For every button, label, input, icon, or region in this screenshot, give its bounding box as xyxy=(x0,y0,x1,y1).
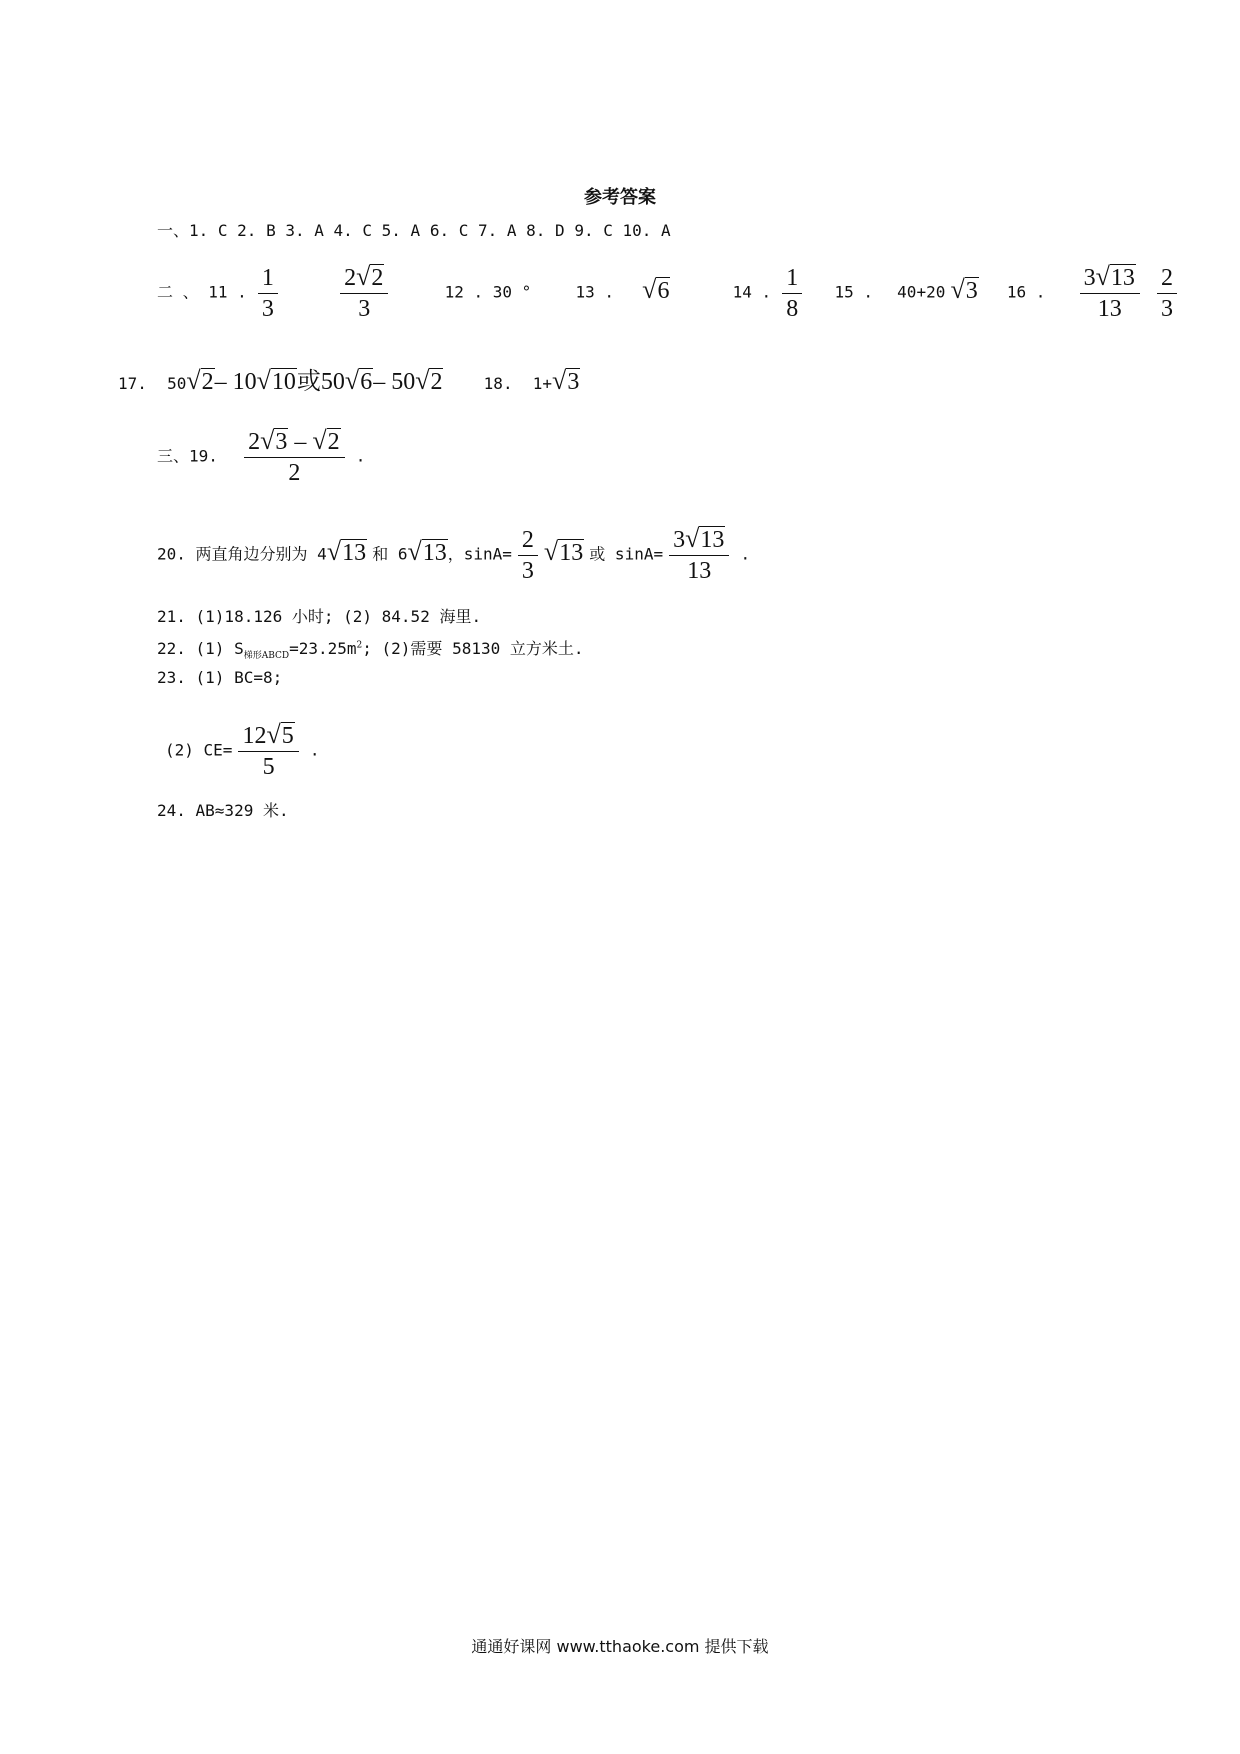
q16-label: 16 . xyxy=(1006,282,1046,302)
q22-answer: 22. (1) $S_{梯形ABCD}=23.25m^2$; (2)需要 58130 立方米土. xyxy=(157,639,584,662)
q15-value: 40+20 xyxy=(897,282,946,302)
q15-sqrt: √3 xyxy=(950,274,978,304)
q20-fraction-b: $\frac{3√13}{13}$ xyxy=(669,524,729,586)
q18-label: 18. xyxy=(483,374,513,393)
section-1-answers: 一、1. C 2. B 3. A 4. C 5. A 6. C 7. A 8. D 9. C 10. A xyxy=(157,221,671,240)
section-2-label: 二 、 11 . xyxy=(157,282,247,302)
q11-fraction-b: $\frac{2√2}{3}$ xyxy=(340,262,388,324)
page-title: 参考答案 xyxy=(584,187,656,208)
q21-answer: 21. (1)18.126 小时; (2) 84.52 海里. xyxy=(157,607,482,626)
q18-sqrt: √3 xyxy=(552,366,580,395)
q23-part1: 23. (1) BC=8; xyxy=(157,668,283,687)
q17-q18-answers: 17. 50√2– 10√10或50√6– 50√2 18. 1+√3 xyxy=(118,366,580,395)
q15-label: 15 . xyxy=(834,282,873,302)
q19-fraction: $\frac{2√3 - √2}{2}$ xyxy=(244,426,345,488)
q23-part2: (2) CE= $\frac{12√5}{5}$ . xyxy=(165,720,320,780)
footer-credit: 通通好课网 www.tthaoke.com 提供下载 xyxy=(471,1637,769,1656)
q11-fraction-a: $\frac{1}{3}$ xyxy=(258,263,278,324)
q18-value: 1+ xyxy=(532,374,553,393)
q20-answer: 20. 两直角边分别为 4√13 和 6√13，sinA= $\frac{2}{3}$ √13 或 sinA= $\frac{3√13}{13}$ . xyxy=(157,524,751,584)
q13-label: 13 . xyxy=(575,282,614,302)
q24-answer: 24. AB≈329 米. xyxy=(157,801,289,820)
q16-fraction-b: $\frac{2}{3}$ xyxy=(1157,263,1177,324)
section-2-answers xyxy=(157,262,1183,324)
q23-fraction: $\frac{12√5}{5}$ xyxy=(238,720,298,782)
q12-answer: 12 . 30 ° xyxy=(444,282,532,302)
q14-fraction: $\frac{1}{8}$ xyxy=(782,263,802,324)
q19-answer: 三、19. $\frac{2√3 - √2}{2}$ . xyxy=(157,426,366,486)
q13-sqrt: √6 xyxy=(642,274,670,304)
q16-fraction-a: $\frac{3√13}{13}$ xyxy=(1080,262,1140,324)
q14-label: 14 . xyxy=(732,282,772,302)
q20-fraction-a: $\frac{2}{3}$ xyxy=(518,525,538,586)
